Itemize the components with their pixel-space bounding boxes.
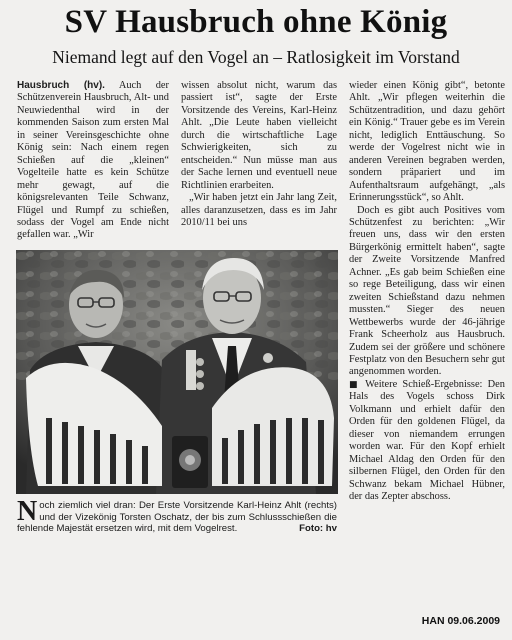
- photo-image: [16, 250, 338, 494]
- bullet-icon: ■: [349, 379, 361, 390]
- paragraph: Auch der Schützenverein Hausbruch, Alt- und Neuwiedenthal wird in der kommenden Saison zum ersten Mal in seiner Vereinsgeschichte ohne König sein: Nach einem regen Schießen auf die „kleinen“ Vogelteile hatte es kein Schütze mehr gewagt, auf die königsrelevanten Teile Schwanz, Flügel und Rumpf zu schießen, sodass der Vogel am Ende nicht gefallen war. „Wir: [17, 80, 170, 241]
- paragraph: wieder einen König gibt“, betonte Ahlt. „Wir pflegen weiterhin die Schützentradition, und dazu gehört ein König.“ Trauer gebe es im Verein nicht, lediglich Enttäuschung. So werde der Vogelrest nicht wie in anderen Vereinen begraben werden, sondern präpariert und im Aufenthaltsraum aufgehängt, „als Erinnerungsstück“, so Ahlt.: [349, 80, 505, 204]
- paragraph: wissen absolut nicht, warum das passiert ist“, sagte der Erste Vorsitzende des Vereins, Karl-Heinz Ahlt. „Die Leute haben vielleicht durch die wirtschaftliche Lage Schwierigkeiten, sich zu entscheiden.“ Nun müsse man aus der Sache lernen und eventuell neue Richtlinien erarbeiten.: [181, 80, 337, 191]
- paragraph: „Wir haben jetzt ein Jahr lang Zeit, alles daranzusetzen, dass es im Jahr 2010/11 bei uns: [181, 192, 337, 228]
- photo-caption: [17, 496, 337, 535]
- source-date: HAN 09.06.2009: [421, 615, 500, 627]
- article-column-3: [349, 80, 505, 503]
- article-column-2: [181, 80, 337, 229]
- photo-credit: Foto: hv: [299, 523, 337, 535]
- article-column-1: [17, 80, 169, 242]
- headline: SV Hausbruch ohne König: [64, 4, 448, 40]
- paragraph: Weitere Schieß-Ergebnisse: Den Hals des Vogels schoss Dirk Volkmann und erhielt dafür den Orden für den goldenen Flügel, da dieser von niemandem errungen worden war. Für den Kopf erhielt Michael Aldag den Orden für den silbernen Flügel, den Orden für den Schwanz bekam Michael Hübner, der das Zepter abschoss.: [349, 378, 505, 502]
- dateline: Hausbruch (hv).: [17, 80, 105, 91]
- news-photo: [16, 250, 338, 494]
- subheadline: Niemand legt auf den Vogel an – Ratlosigkeit im Vorstand: [52, 47, 460, 67]
- caption-text: och ziemlich viel dran: Der Erste Vorsitzende Karl-Heinz Ahlt (rechts) und der Vizekönig Torsten Oschatz, der bis zum Schlussschießen die fehlende Majestät ersetzen wird, mit dem Vogelrest.: [17, 500, 337, 535]
- caption-dropcap: N: [17, 496, 38, 527]
- paragraph: Doch es gibt auch Positives vom Schützenfest zu berichten: „Wir freuen uns, dass wir den ersten Bürgerkönig ermittelt haben“, sagte der Zweite Vorsitzende Manfred Achner. „Es gab beim Schießen eine so rege Beteiligung, dass wir einen zweiten Schießstand dazu nehmen mussten.“ Sieger des neuen Wettbewerbs wurde der 46-jährige Frank Scheerholz aus Hausbruch. Zudem sei der größere und schönere Festplatz von den Besuchern sehr gut angenommen worden.: [349, 204, 505, 378]
